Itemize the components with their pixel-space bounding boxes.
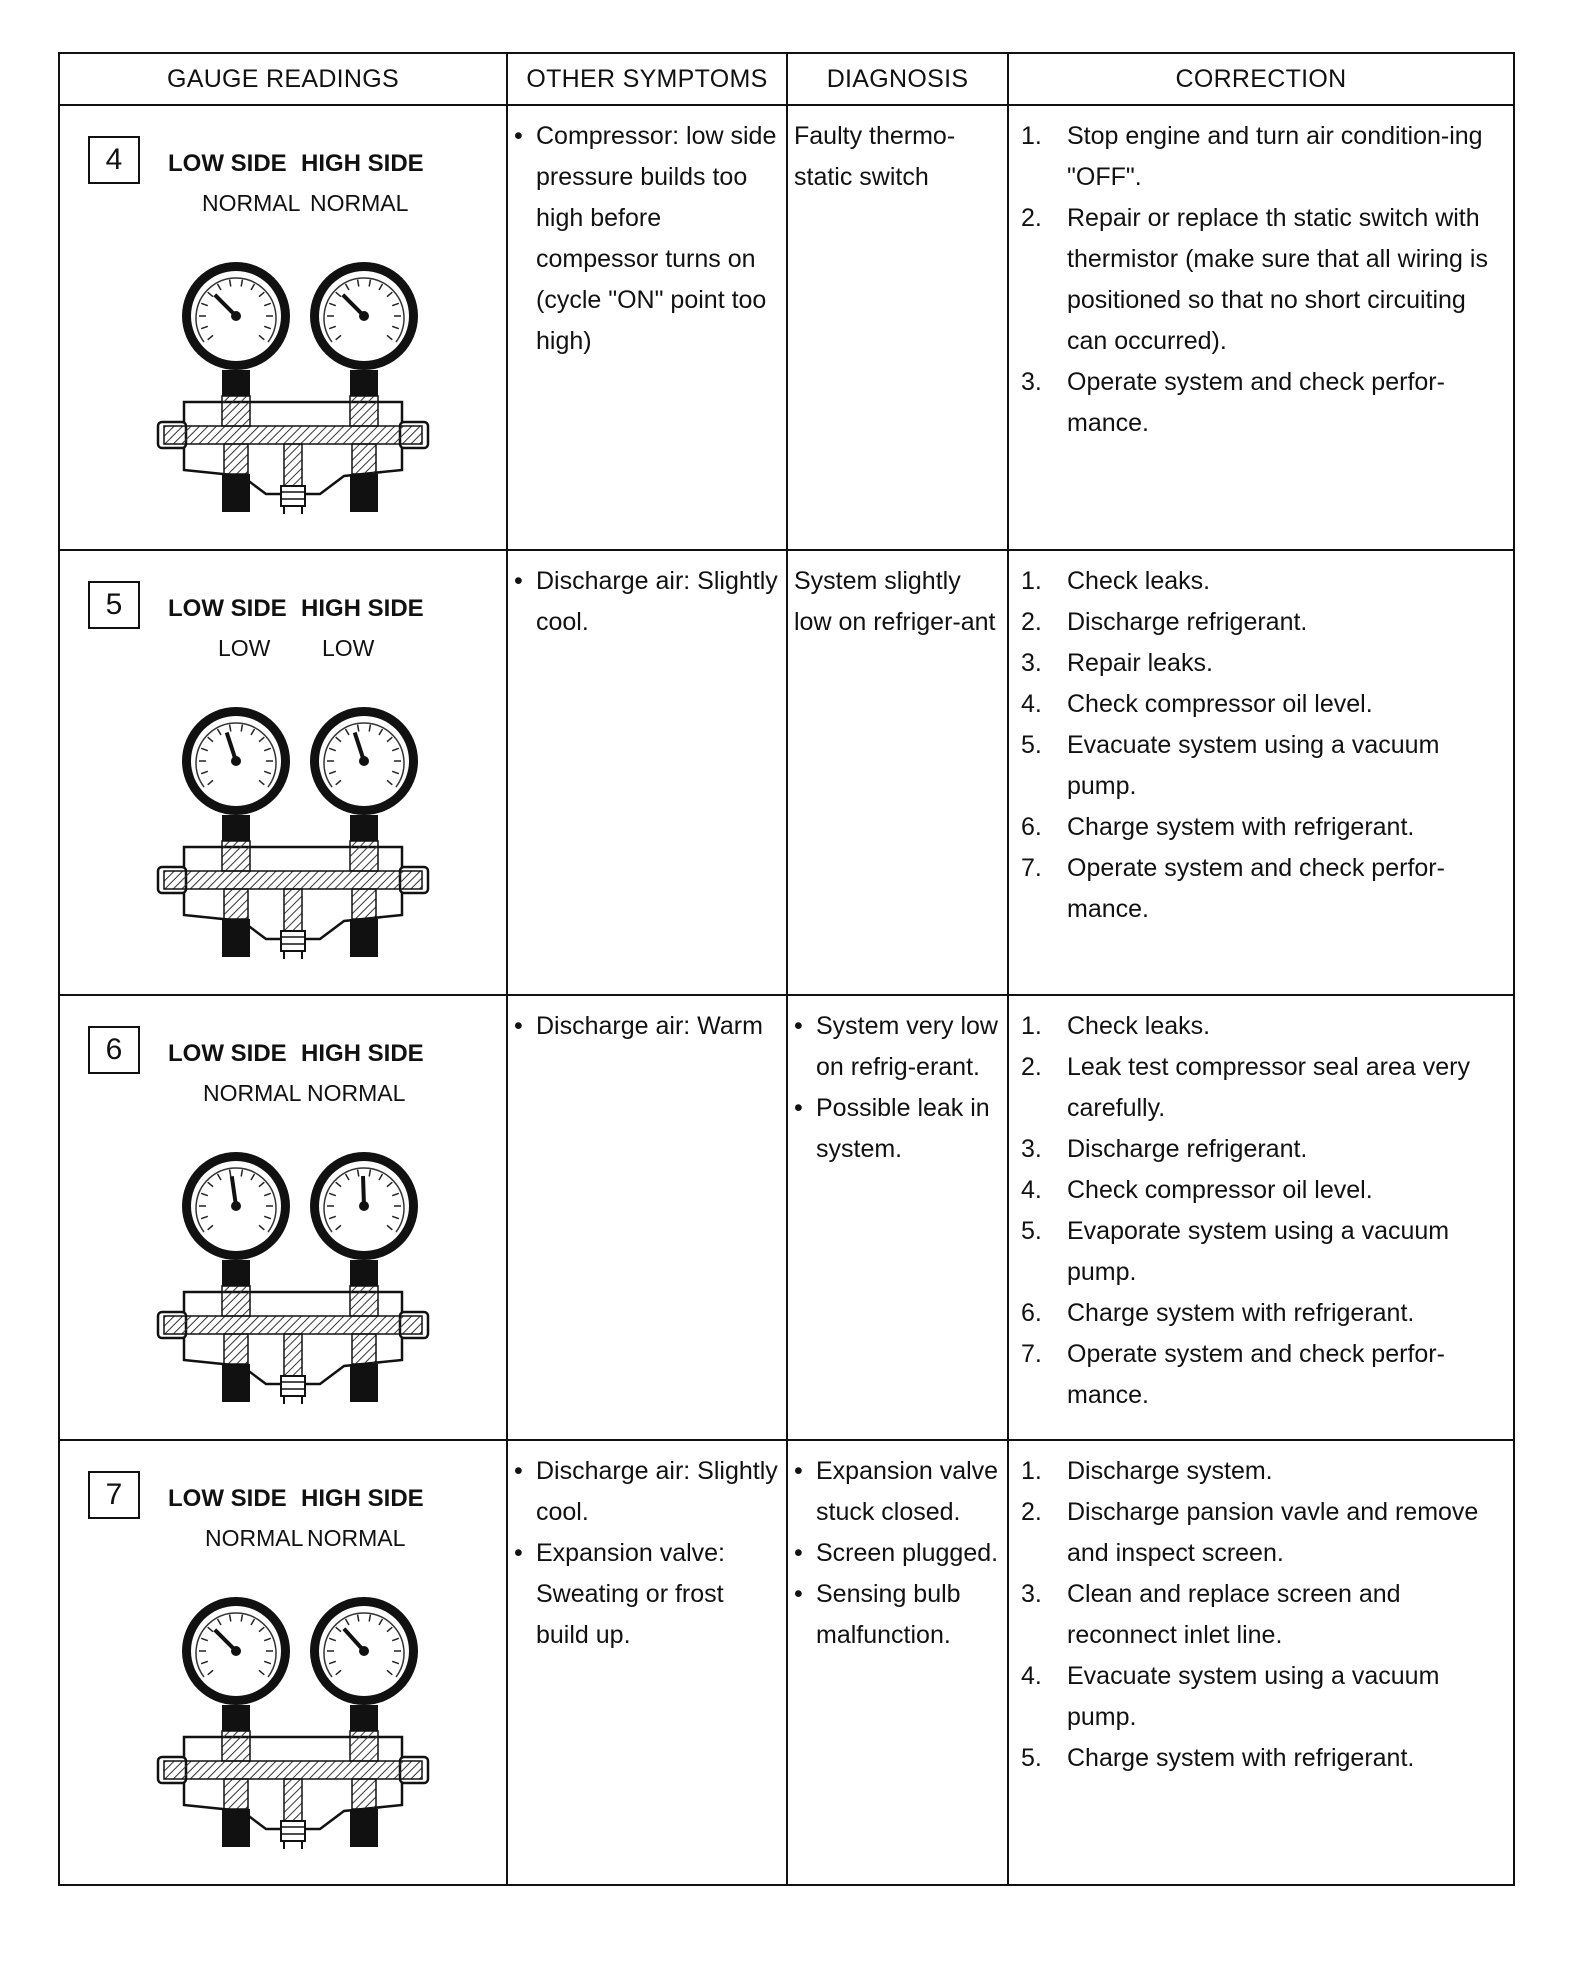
step-number: 5.: [1021, 731, 1042, 759]
correction-step-item: [1015, 1047, 1507, 1129]
correction-step-item: [1015, 725, 1507, 807]
diagnosis-item: [794, 1533, 1001, 1574]
symptom-item: [514, 561, 780, 643]
diagnosis-cell: [787, 1440, 1008, 1885]
table-row: [59, 550, 1514, 995]
diagnosis-cell: [787, 105, 1008, 550]
correction-step-item: [1015, 1451, 1507, 1492]
bullet-marker: •: [794, 1012, 803, 1040]
diagnosis-text: System very low on refrig-erant.: [816, 1012, 998, 1081]
header-diagnosis: DIAGNOSIS: [787, 53, 1008, 105]
manifold-gauge-set: [148, 659, 438, 964]
step-number: 2.: [1021, 1498, 1042, 1526]
correction-step-item: [1015, 602, 1507, 643]
correction-step-item: [1015, 1656, 1507, 1738]
header-row: [59, 53, 1514, 105]
high-side-reading: NORMAL: [310, 190, 409, 216]
correction-step-text: Evacuate system using a vacuum pump.: [1067, 731, 1440, 800]
step-number: 7.: [1021, 854, 1042, 882]
step-number: 4.: [1021, 1176, 1042, 1204]
correction-step-text: Check leaks.: [1067, 1012, 1211, 1040]
correction-step-item: [1015, 362, 1507, 444]
step-number: 7.: [1021, 1340, 1042, 1368]
high-side-reading: LOW: [322, 635, 375, 661]
symptom-text: Expansion valve: Sweating or frost build up.: [536, 1539, 726, 1649]
table-row: [59, 105, 1514, 550]
diagnosis-cell: [787, 550, 1008, 995]
symptom-text: Discharge air: Warm: [536, 1012, 763, 1040]
correction-step-item: [1015, 116, 1507, 198]
correction-step-item: [1015, 1293, 1507, 1334]
symptom-text: Discharge air: Slightly cool.: [536, 1457, 778, 1526]
bullet-marker: •: [514, 1539, 523, 1567]
step-number: 2.: [1021, 204, 1042, 232]
correction-step-item: [1015, 807, 1507, 848]
low-side-label: LOW SIDE: [168, 1040, 287, 1067]
diagnosis-text: System slightly low on refriger-ant: [794, 567, 996, 636]
correction-step-text: Stop engine and turn air condition-ing "OFF".: [1067, 122, 1483, 191]
step-number: 4.: [1021, 1662, 1042, 1690]
symptom-item: [514, 1533, 780, 1656]
row-number-badge: [88, 136, 140, 184]
correction-step-item: [1015, 1738, 1507, 1779]
manifold-gauge-set: [148, 1549, 438, 1854]
correction-cell: [1008, 550, 1514, 995]
correction-step-item: [1015, 1211, 1507, 1293]
correction-step-text: Check compressor oil level.: [1067, 690, 1373, 718]
correction-step-text: Discharge pansion vavle and remove and inspect screen.: [1067, 1498, 1479, 1567]
correction-step-text: Check leaks.: [1067, 567, 1211, 595]
manifold-gauge-set: [148, 1104, 438, 1409]
correction-step-item: [1015, 561, 1507, 602]
step-number: 1.: [1021, 1457, 1042, 1485]
other-symptoms-cell: [507, 995, 787, 1440]
step-number: 3.: [1021, 1580, 1042, 1608]
low-side-label: LOW SIDE: [168, 1485, 287, 1512]
header-other-symptoms: OTHER SYMPTOMS: [507, 53, 787, 105]
bullet-marker: •: [514, 1457, 523, 1485]
bullet-marker: •: [514, 122, 523, 150]
correction-step-item: [1015, 1334, 1507, 1416]
correction-cell: [1008, 105, 1514, 550]
row-number-badge: [88, 1026, 140, 1074]
high-side-reading: NORMAL: [307, 1525, 406, 1551]
row-number: 5: [105, 588, 123, 621]
correction-step-text: Evaporate system using a vacuum pump.: [1067, 1217, 1450, 1286]
step-number: 6.: [1021, 1299, 1042, 1327]
correction-step-text: Operate system and check perfor-mance.: [1067, 368, 1445, 437]
correction-step-text: Repair leaks.: [1067, 649, 1213, 677]
low-side-reading: NORMAL: [202, 190, 301, 216]
row-number: 7: [105, 1478, 123, 1511]
correction-step-item: [1015, 643, 1507, 684]
correction-step-item: [1015, 848, 1507, 930]
correction-step-item: [1015, 684, 1507, 725]
header-correction: CORRECTION: [1008, 53, 1514, 105]
bullet-marker: •: [794, 1580, 803, 1608]
diagnosis-item: [794, 1451, 1001, 1533]
correction-step-text: Charge system with refrigerant.: [1067, 813, 1415, 841]
other-symptoms-cell: [507, 105, 787, 550]
high-side-label: HIGH SIDE: [301, 595, 424, 622]
high-side-label: HIGH SIDE: [301, 1485, 424, 1512]
symptom-text: Discharge air: Slightly cool.: [536, 567, 778, 636]
table-row: [59, 995, 1514, 1440]
bullet-marker: •: [514, 1012, 523, 1040]
correction-step-item: [1015, 1574, 1507, 1656]
bullet-marker: •: [794, 1094, 803, 1122]
correction-step-text: Repair or replace th static switch with thermistor (make sure that all wiring is positioned so that no short circuiting can occurred).: [1067, 204, 1488, 355]
diagnosis-text: Possible leak in system.: [816, 1094, 990, 1163]
diagnosis-text: Sensing bulb malfunction.: [816, 1580, 961, 1649]
correction-step-item: [1015, 1170, 1507, 1211]
diagnosis-text: Expansion valve stuck closed.: [816, 1457, 999, 1526]
correction-step-item: [1015, 1006, 1507, 1047]
diagnosis-text: Screen plugged.: [816, 1539, 999, 1567]
row-number: 6: [105, 1033, 123, 1066]
step-number: 3.: [1021, 1135, 1042, 1163]
correction-step-item: [1015, 198, 1507, 362]
diagnosis-item: [794, 1088, 1001, 1170]
high-side-label: HIGH SIDE: [301, 1040, 424, 1067]
diagnosis-item: [794, 1574, 1001, 1656]
step-number: 2.: [1021, 608, 1042, 636]
low-side-label: LOW SIDE: [168, 595, 287, 622]
header-gauge-readings: GAUGE READINGS: [59, 53, 507, 105]
step-number: 3.: [1021, 649, 1042, 677]
correction-step-item: [1015, 1492, 1507, 1574]
row-number: 4: [105, 143, 123, 176]
step-number: 5.: [1021, 1744, 1042, 1772]
correction-step-item: [1015, 1129, 1507, 1170]
troubleshooting-table: [58, 52, 1515, 1886]
symptom-item: [514, 1451, 780, 1533]
correction-cell: [1008, 1440, 1514, 1885]
diagnosis-cell: [787, 995, 1008, 1440]
correction-step-text: Charge system with refrigerant.: [1067, 1299, 1415, 1327]
gauge-readings-cell: [59, 105, 507, 550]
bullet-marker: •: [514, 567, 523, 595]
correction-step-text: Discharge refrigerant.: [1067, 608, 1308, 636]
step-number: 2.: [1021, 1053, 1042, 1081]
gauge-readings-cell: [59, 550, 507, 995]
step-number: 4.: [1021, 690, 1042, 718]
correction-step-text: Operate system and check perfor-mance.: [1067, 1340, 1445, 1409]
diagnosis-item: [794, 1006, 1001, 1088]
step-number: 1.: [1021, 1012, 1042, 1040]
other-symptoms-cell: [507, 550, 787, 995]
symptom-text: Compressor: low side pressure builds too high before compessor turns on (cycle "ON" point too high): [536, 122, 777, 355]
gauge-readings-cell: [59, 995, 507, 1440]
step-number: 6.: [1021, 813, 1042, 841]
correction-step-text: Discharge system.: [1067, 1457, 1273, 1485]
gauge-readings-cell: [59, 1440, 507, 1885]
symptom-item: [514, 116, 780, 362]
row-number-badge: [88, 1471, 140, 1519]
low-side-reading: NORMAL: [203, 1080, 302, 1106]
low-side-reading: LOW: [218, 635, 271, 661]
symptom-item: [514, 1006, 780, 1047]
other-symptoms-cell: [507, 1440, 787, 1885]
step-number: 3.: [1021, 368, 1042, 396]
correction-cell: [1008, 995, 1514, 1440]
correction-step-text: Check compressor oil level.: [1067, 1176, 1373, 1204]
bullet-marker: •: [794, 1457, 803, 1485]
diagnosis-text: Faulty thermo-static switch: [794, 122, 956, 191]
correction-step-text: Clean and replace screen and reconnect inlet line.: [1067, 1580, 1401, 1649]
low-side-reading: NORMAL: [205, 1525, 304, 1551]
step-number: 1.: [1021, 122, 1042, 150]
correction-step-text: Evacuate system using a vacuum pump.: [1067, 1662, 1440, 1731]
table-row: [59, 1440, 1514, 1885]
correction-step-text: Charge system with refrigerant.: [1067, 1744, 1415, 1772]
high-side-reading: NORMAL: [307, 1080, 406, 1106]
correction-step-text: Discharge refrigerant.: [1067, 1135, 1308, 1163]
manifold-gauge-set: [148, 214, 438, 519]
bullet-marker: •: [794, 1539, 803, 1567]
correction-step-text: Leak test compressor seal area very carefully.: [1067, 1053, 1470, 1122]
correction-step-text: Operate system and check perfor-mance.: [1067, 854, 1445, 923]
step-number: 5.: [1021, 1217, 1042, 1245]
step-number: 1.: [1021, 567, 1042, 595]
high-side-label: HIGH SIDE: [301, 150, 424, 177]
row-number-badge: [88, 581, 140, 629]
low-side-label: LOW SIDE: [168, 150, 287, 177]
